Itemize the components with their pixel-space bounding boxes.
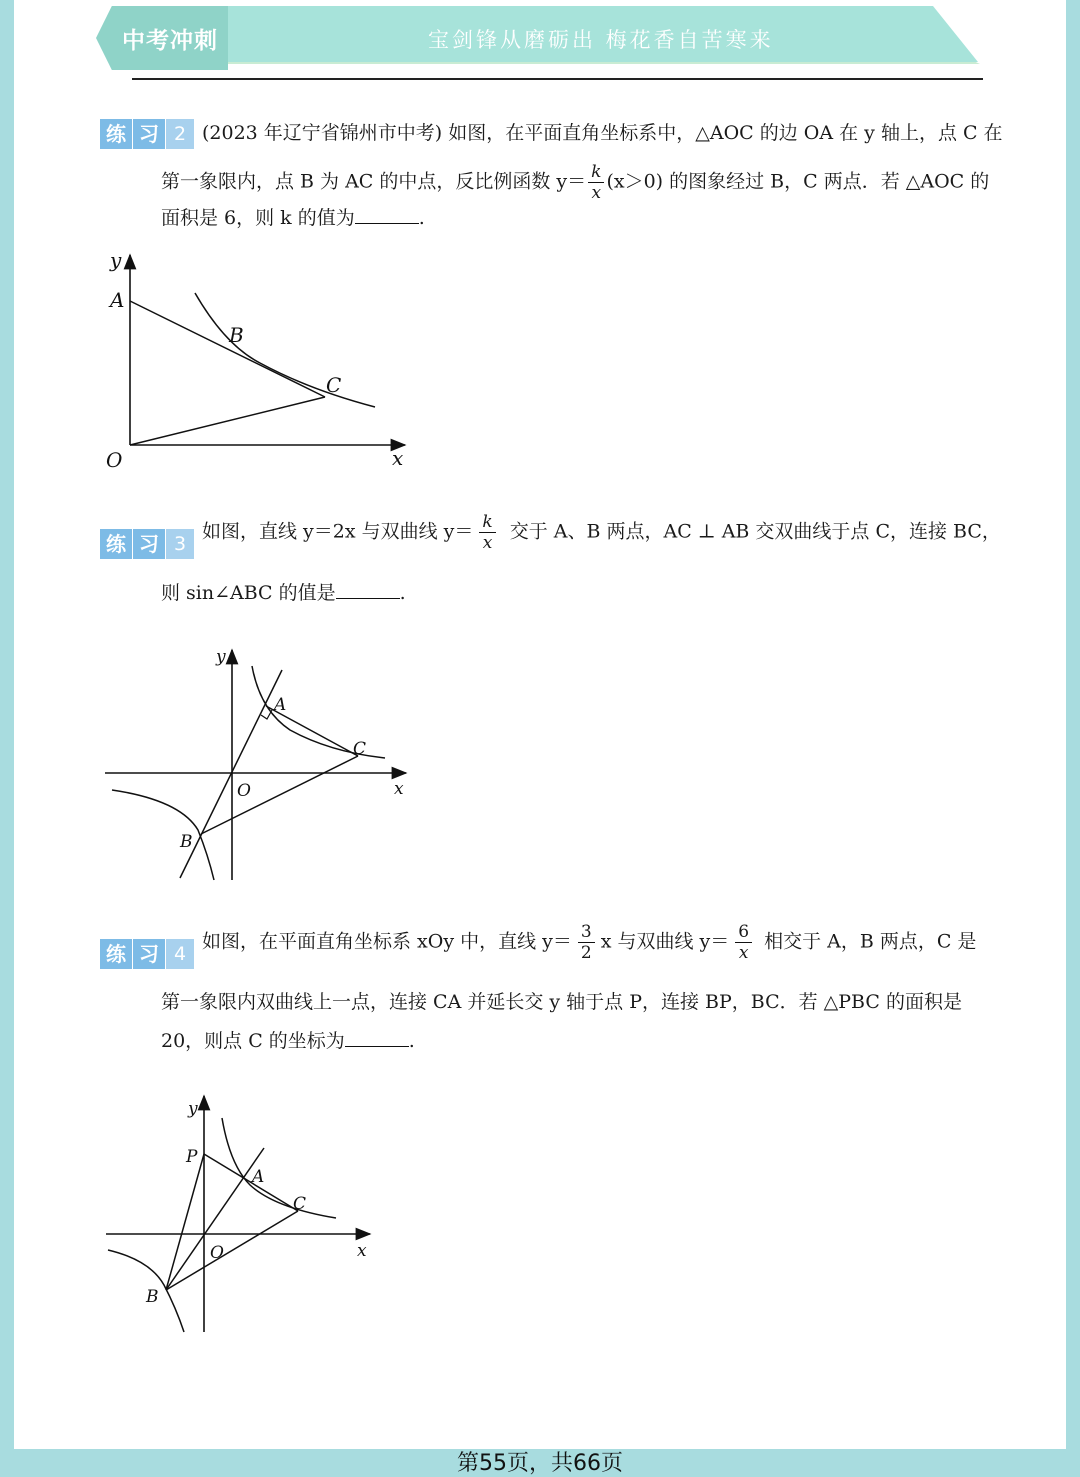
badge-char-xi: 习	[133, 939, 165, 969]
badge-char-xi: 习	[133, 119, 165, 149]
frac-numerator: k	[479, 512, 495, 533]
label-O: O	[237, 781, 251, 801]
label-B: B	[229, 323, 244, 347]
label-O: O	[106, 448, 123, 472]
ex2-text: △AOC 的边 OA 在 y 轴上，点 C 在	[695, 122, 1003, 144]
exercise-4-badge	[100, 939, 194, 969]
label-x: x	[357, 1241, 367, 1261]
period: .	[418, 207, 425, 229]
hyperbola-curve	[195, 293, 375, 407]
exercise-2-badge	[100, 119, 194, 149]
header-motto: 宝剑锋从磨砺出 梅花香自苦寒来	[428, 28, 774, 52]
frac-numerator: 6	[735, 922, 752, 943]
period: .	[408, 1030, 415, 1052]
ex3-text: 交于 A、B 两点，AC ⊥ AB 交双曲线于点 C，连接 BC，	[509, 520, 1001, 543]
badge-number: 2	[166, 119, 194, 149]
label-x: x	[392, 446, 404, 470]
segment-OC	[130, 397, 325, 445]
exercise-4-line-2	[161, 988, 962, 1016]
segment-BC	[201, 756, 358, 834]
exercise-2-figure	[100, 245, 420, 475]
ex2-fraction	[588, 162, 604, 203]
segment-AC	[130, 301, 325, 397]
line-y-2x	[180, 670, 282, 878]
hyperbola-branch-3	[112, 790, 214, 880]
exercise-3-figure	[100, 640, 420, 890]
ex4-text: 相交于 A，B 两点，C 是	[764, 930, 977, 953]
ex4-text: 20，则点 C 的坐标为	[161, 1030, 345, 1052]
ex4-fraction-1	[578, 922, 595, 963]
ex4-text: x 与双曲线 y＝	[600, 930, 730, 953]
hyperbola-branch-1	[222, 1118, 336, 1218]
badge-char-lian: 练	[100, 939, 132, 969]
frac-numerator: 3	[578, 922, 595, 943]
ex2-text: 面积是 6，则 k 的值为	[161, 207, 355, 229]
badge-char-xi: 习	[133, 529, 165, 559]
badge-char-lian: 练	[100, 119, 132, 149]
label-B: B	[180, 832, 193, 852]
frac-numerator: k	[588, 162, 604, 183]
ex4-text: 如图，在平面直角坐标系 xOy 中，直线 y＝	[202, 930, 572, 953]
header-tag: 中考冲刺	[122, 28, 218, 54]
ex4-fraction-2	[735, 922, 752, 963]
badge-number: 4	[166, 939, 194, 969]
exercise-2-line-3	[161, 204, 425, 232]
exercise-3-line-1	[202, 512, 1001, 553]
header-divider	[132, 78, 983, 80]
label-P: P	[186, 1147, 198, 1167]
label-y: y	[188, 1099, 198, 1119]
badge-char-lian: 练	[100, 529, 132, 559]
label-A: A	[110, 288, 125, 312]
answer-blank	[345, 1028, 409, 1047]
ex3-fraction	[479, 512, 495, 553]
label-A: A	[252, 1167, 265, 1187]
ex3-text: 则 sin∠ABC 的值是	[161, 582, 336, 604]
ex3-text: 如图，直线 y＝2x 与双曲线 y＝	[202, 520, 474, 543]
frac-denominator: x	[738, 943, 749, 963]
segment-BC	[166, 1211, 298, 1290]
label-y: y	[110, 248, 122, 272]
exercise-3-badge	[100, 529, 194, 559]
exercise-2-line-2	[161, 162, 989, 203]
page-number-footer: 第55页，共66页	[457, 1451, 623, 1476]
answer-blank	[336, 580, 400, 599]
ex2-text: 第一象限内，点 B 为 AC 的中点，反比例函数 y＝	[161, 170, 587, 193]
exercise-4-line-3	[161, 1027, 415, 1055]
segment-BP	[166, 1154, 204, 1290]
ex4-text: 第一象限内双曲线上一点，连接 CA 并延长交 y 轴于点 P，连接 BP，BC．若 △PBC 的面积是	[161, 991, 962, 1013]
period: .	[399, 582, 406, 604]
label-x: x	[394, 779, 404, 799]
label-C: C	[353, 739, 367, 759]
exercise-4-figure	[100, 1090, 390, 1340]
ex2-text: (2023 年辽宁省锦州市中考) 如图，在平面直角坐标系中，	[202, 122, 696, 144]
frac-denominator: x	[482, 533, 493, 553]
label-C: C	[326, 373, 342, 397]
exercise-3-line-2	[161, 579, 406, 607]
exercise-4-line-1	[202, 922, 976, 963]
label-O: O	[210, 1243, 224, 1263]
answer-blank	[355, 205, 419, 224]
badge-number: 3	[166, 529, 194, 559]
ex2-text: (x＞0) 的图象经过 B，C 两点．若 △AOC 的	[606, 170, 990, 193]
frac-denominator: x	[591, 183, 602, 203]
label-B: B	[146, 1287, 159, 1307]
label-A: A	[274, 695, 287, 715]
exercise-2-line-1	[202, 119, 1003, 147]
frac-denominator: 2	[580, 943, 592, 963]
label-y: y	[216, 647, 226, 667]
line-y-1.5x	[166, 1148, 264, 1290]
label-C: C	[293, 1194, 307, 1214]
segment-PC	[204, 1154, 298, 1211]
